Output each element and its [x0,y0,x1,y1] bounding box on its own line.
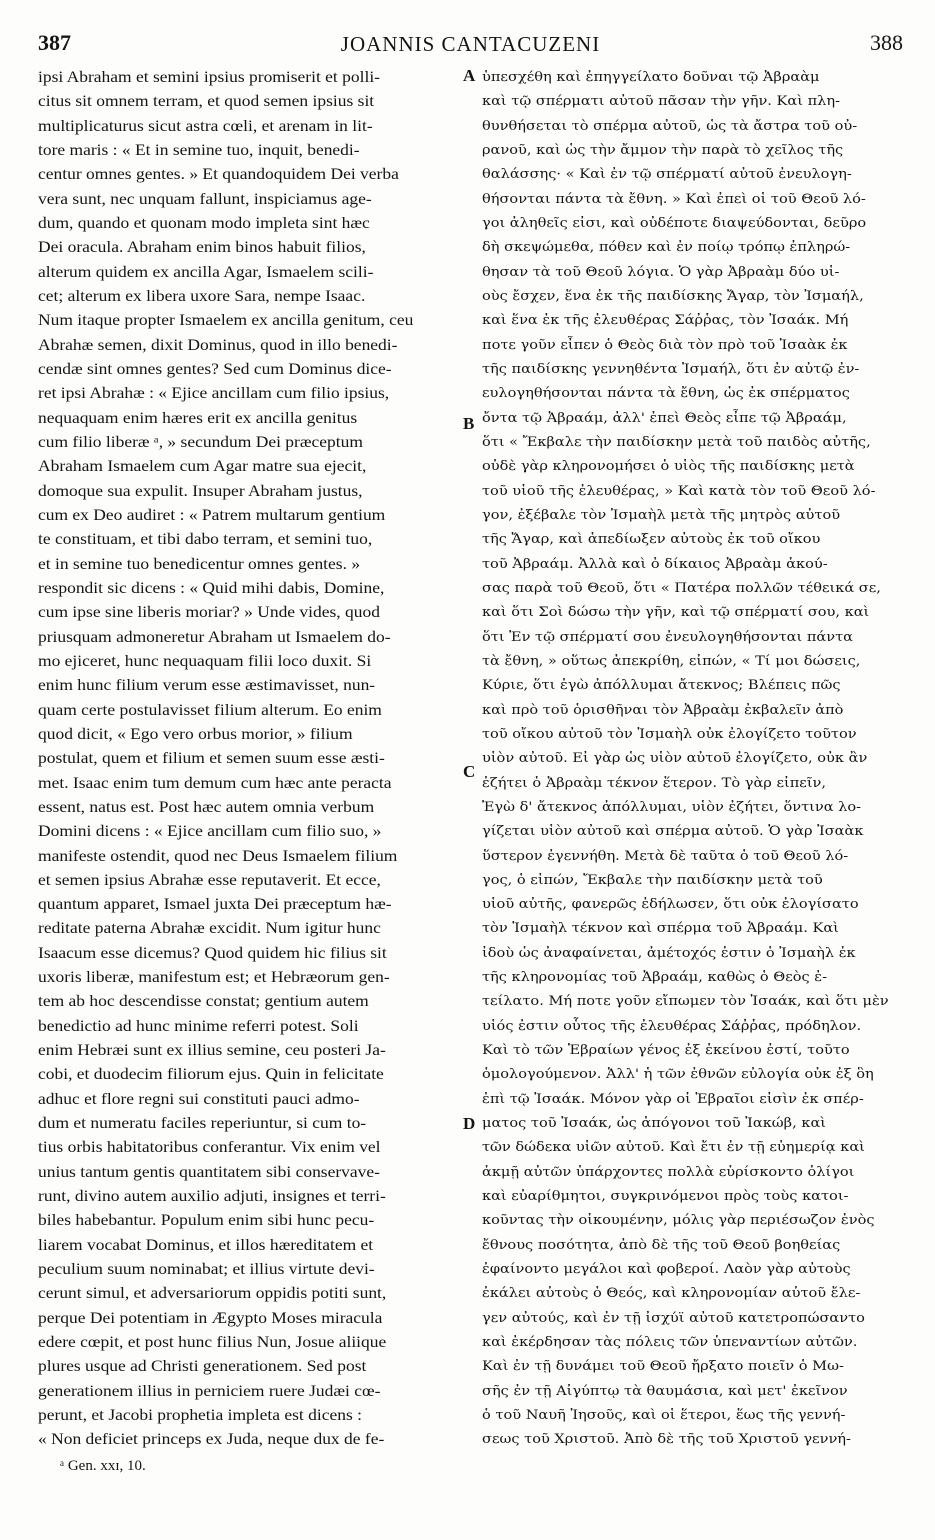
latin-text-line: met. Isaac enim tum demum cum hæc ante peracta [38,774,392,792]
latin-text-line: vera sunt, nec unquam fallunt, inspiciamus age- [38,190,372,208]
latin-text-line: cum ex Deo audiret : « Patrem multarum gentium [38,506,386,524]
latin-text-line: uxoris liberæ, manifestum est; et Hebræorum gen- [38,969,390,987]
greek-text-line: γον, ἐξέβαλε τὸν Ἰσμαὴλ μετὰ τῆς μητρὸς αὐτοῦ [482,507,841,523]
latin-text-line: cum filio liberæ ᵃ, » secundum Dei præceptum [38,433,363,451]
greek-text-line: ἔθνους ποσότητα, ἀπὸ δὲ τῆς τοῦ Θεοῦ βοηθείας [482,1237,841,1253]
latin-text-line: cum ipse sine liberis moriar? » Unde vides, quod [38,604,380,622]
greek-text-line: ἐπὶ τῷ Ἰσαάκ. Μόνον γὰρ οἱ Ἑβραῖοι εἰσὶν ἐκ σπέρ- [482,1091,864,1107]
marker-b: B [463,414,475,433]
latin-text-line: unius tantum gentis quantitatem sibi conservave- [38,1163,380,1181]
latin-text-line: postulat, quem et filium et semen suum esse æsti- [38,750,385,768]
greek-text-line: τείλατο. Μή ποτε γοῦν εἴπωμεν τὸν Ἰσαάκ, καὶ ὅτι μὲν [482,994,889,1010]
greek-text-line: Καὶ τὸ τῶν Ἑβραίων γένος ἐξ ἐκείνου ἐστί, τοῦτο [482,1043,850,1059]
latin-text-line: quod dicit, « Ego vero orbus morior, » filium [38,725,353,743]
greek-text-line: δὴ σκεψώμεθα, πόθεν καὶ ἐν ποίῳ τρόπῳ ἐπληρώ- [482,240,851,256]
greek-text-line: ἐκάλει αὐτοὺς ὁ Θεός, καὶ κληρονομίαν αὐτοῦ ἔλε- [482,1286,861,1302]
latin-text-line: peculium suum nominabat; et illius virtute devi- [38,1261,375,1279]
greek-text-line: τῆς Ἄγαρ, καὶ ἀπεδίωξεν αὐτοὺς ἐκ τοῦ οἴκου [482,532,821,548]
greek-text-line: καὶ ἐκέρδησαν τὰς πόλεις τῶν ὑπεναντίων αὐτῶν. [482,1335,858,1351]
greek-text-line: ἀκμῇ αὐτῶν ὑπάρχοντες πολλὰ εὑρίσκοντο ὀλίγοι [482,1164,855,1180]
marker-a: A [463,66,476,85]
latin-text-line: quantum apparet, Ismael juxta Dei præceptum hæ- [38,896,392,914]
latin-text-line: reditate paterna Abrahæ excidit. Num igitur hunc [38,920,381,938]
greek-text-line: θησαν τὰ τοῦ Θεοῦ λόγια. Ὁ γὰρ Ἀβραὰμ δύο υἱ- [482,264,840,280]
greek-text-line: καὶ ὅτι Σοὶ δώσω τὴν γῆν, καὶ τῷ σπέρματί σου, καὶ [482,605,870,621]
greek-text-line: υἱός ἐστιν οὗτος τῆς ἐλευθέρας Σάῤῥας, πρόδηλον. [482,1018,862,1034]
latin-text-line: enim hunc filium verum esse æstimavisset, nun- [38,677,376,695]
latin-text-line: et semen ipsius Abrahæ esse reputaverit. Et ecce, [38,871,381,889]
greek-text-line: Ἐγὼ δ' ἄτεκνος ἀπόλλυμαι, υἱὸν ἐζήτει, ὅντινα λο- [482,799,862,815]
running-title: JOANNIS CANTACUZENI [340,32,601,56]
latin-text-line: runt, divino autem auxilio adjuti, insignes et terri- [38,1188,386,1206]
latin-text-line: generationem illius in perniciem ruere Judæi cœ- [38,1382,381,1400]
latin-text-line: Num itaque propter Ismaelem ex ancilla genitum, ceu [38,312,414,330]
latin-text-line: tem ab hoc descendisse constat; gentium autem [38,993,369,1011]
latin-text-line: perunt, et Jacobi prophetia impleta est dicens : [38,1407,362,1425]
greek-text-line: τῶν δώδεκα υἱῶν αὐτοῦ. Καὶ ἔτι ἐν τῇ εὐημερίᾳ καὶ [482,1140,865,1156]
latin-text-line: respondit sic dicens : « Quid mihi dabis, Domine, [38,579,385,597]
latin-text-line: Abrahæ semen, dixit Dominus, quod in illo benedi- [38,336,398,354]
greek-text-line: υἱοῦ αὐτῆς, φανερῶς ἐδήλωσεν, ὅτι οὐκ ἐλογίσατο [482,897,859,913]
greek-text-line: υἱὸν αὐτοῦ. Εἰ γὰρ ὡς υἱὸν αὐτοῦ ἐλογίζετο, οὐκ ἂν [482,751,868,767]
greek-text-line: ευλογηθήσονται πάντα τὰ ἔθνη, ὡς ἐκ σπέρματος [482,386,850,402]
latin-text-line: cobi, et duodecim filiorum ejus. Quin in felicitate [38,1066,384,1084]
latin-text-line: cerunt simul, et adversariorum oppidis potiti sunt, [38,1285,387,1303]
greek-text-line: τὰ ἔθνη, » οὕτως ἀπεκρίθη, εἰπών, « Τί μοι δώσεις, [482,653,861,669]
latin-text-line: essent, natus est. Post hæc autem omnia verbum [38,798,375,816]
greek-text-line: ἐζήτει ὁ Ἀβραὰμ τέκνον ἕτερον. Τὸ γὰρ εἰπεῖν, [482,775,827,791]
marker-d: D [463,1114,476,1133]
greek-text-line: οὺς ἔσχεν, ἕνα ἐκ τῆς παιδίσκης Ἄγαρ, τὸν Ἰσμαήλ, [482,288,864,304]
latin-text-line: enim Hebræi sunt ex illius semine, ceu posteri Ja- [38,1042,386,1060]
greek-text-line: γίζεται υἱὸν αὐτοῦ καὶ σπέρμα αὐτοῦ. Ὁ γὰρ Ἰσαὰκ [482,824,864,840]
greek-text-line: ρανοῦ, καὶ ὡς τὴν ἄμμον τὴν παρὰ τὸ χεῖλος τῆς [482,142,844,158]
latin-text-line: priusquam admoneretur Abraham ut Ismaelem do- [38,628,391,646]
latin-text-line: cendæ sint omnes gentes? Sed cum Dominus dice- [38,360,392,378]
latin-text-line: biles habebantur. Populum enim sibi hunc pecu- [38,1212,375,1230]
latin-text-line: te constituam, et tibi dabo terram, et semini tuo, [38,531,373,549]
greek-text-line: Κύριε, ὅτι ἐγὼ ἀπόλλυμαι ἄτεκνος; Βλέπεις πῶς [482,678,841,694]
marker-c: C [463,762,476,781]
greek-text-line: γος, ὁ εἰπών, Ἔκβαλε τὴν παιδίσκην μετὰ τοῦ [482,872,823,888]
latin-text-line: nequaquam enim hæres erit ex ancilla genitus [38,409,358,427]
latin-text-line: perque Dei potentiam in Ægypto Moses miracula [38,1309,383,1327]
greek-text-line: καὶ εὐαρίθμητοι, συγκρινόμενοι πρὸς τοὺς κατοι- [482,1189,849,1205]
latin-text-line: dum, quando et quonam modo impleta sint hæc [38,214,370,232]
latin-text-line: quam certe postulavisset filium alterum. Eo enim [38,701,382,719]
latin-text-line: tius orbis habitatoribus conferantur. Vix enim vel [38,1139,381,1157]
greek-text-line: γεν αὐτούς, καὶ ἐν τῇ ἰσχύϊ αὐτοῦ κατετροπώσαντο [482,1310,865,1326]
greek-text-line: γοι ἀληθεῖς εἰσι, καὶ οὐδέποτε διαψεύδονται, δεῦρο [482,215,867,231]
greek-text-line: σῆς ἐν τῇ Αἰγύπτῳ τὰ θαυμάσια, καὶ μετ' ἐκεῖνον [482,1383,848,1399]
latin-text-line: alterum quidem ex ancilla Agar, Ismaelem scili- [38,263,374,281]
latin-text-line: Dei oracula. Abraham enim binos habuit filios, [38,239,366,257]
latin-text-line: tore maris : « Et in semine tuo, inquit, benedi- [38,141,360,159]
greek-text-line: καὶ τῷ σπέρματι αὐτοῦ πᾶσαν τὴν γῆν. Καὶ πλη- [482,94,841,110]
latin-text-line: cet; alterum ex libera uxore Sara, nempe Isaac. [38,287,366,305]
latin-text-line: citus sit omnem terram, et quod semen ipsius sit [38,93,375,111]
greek-text-line: τοῦ υἱοῦ τῆς ἐλευθέρας, » Καὶ κατὰ τὸν τοῦ Θεοῦ λό- [482,483,876,499]
latin-text-line: adhuc et flore regni sui constituti pauci admo- [38,1090,360,1108]
greek-text-line: καὶ ἕνα ἐκ τῆς ἐλευθέρας Σάῤῥας, τὸν Ἰσαάκ. Μή [482,313,849,329]
greek-column [482,66,907,1453]
running-header [38,30,903,64]
latin-text-line: ret ipsi Abrahæ : « Ejice ancillam cum filio ipsius, [38,385,390,403]
greek-text-line: οὐδὲ γὰρ κληρονομήσει ὁ υἱὸς τῆς παιδίσκης μετὰ [482,459,855,475]
latin-text-line: domoque sua expulit. Insuper Abraham justus, [38,482,363,500]
latin-text-line: et in semine tuo benedicentur omnes gentes. » [38,555,361,573]
greek-text-line: ἰδοὺ ὡς ἀναφαίνεται, ἀμέτοχός ἐστιν ὁ Ἰσμαὴλ ἐκ [482,945,856,961]
right-page-number: 388 [870,30,903,55]
greek-text-line: ὑπεσχέθη καὶ ἐπηγγείλατο δοῦναι τῷ Ἀβραὰμ [482,70,820,85]
greek-text-line: θυνθήσεται τὸ σπέρμα αὐτοῦ, ὡς τὰ ἄστρα τοῦ οὐ- [482,118,858,134]
latin-text-line: manifeste ostendit, quod nec Deus Ismaelem filium [38,847,398,865]
greek-text-line: ποτε γοῦν εἶπεν ὁ Θεὸς διὰ τὸν πρὸ τοῦ Ἰσαὰκ ἐκ [482,337,848,353]
greek-text-line: ματος τοῦ Ἰσαάκ, ὡς ἀπόγονοι τοῦ Ἰακώβ, καὶ [482,1116,826,1132]
greek-text-line: θήσονται πάντα τὰ ἔθνη. » Καὶ ἐπεὶ οἱ τοῦ Θεοῦ λό- [482,191,866,207]
greek-text-line: τοῦ Ἀβραάμ. Ἀλλὰ καὶ ὁ δίκαιος Ἀβραὰμ ἀκού- [482,556,828,572]
latin-text-line: edere cœpit, et post hunc filius Nun, Josue aliique [38,1334,387,1352]
greek-text-line: ὅτι Ἐν τῷ σπέρματί σου ἐνευλογηθήσονται πάντα [482,629,853,645]
greek-text-line: καὶ πρὸ τοῦ ὁρισθῆναι τὸν Ἀβραὰμ ἐκβαλεῖν ἀπὸ [482,702,844,718]
greek-text-line: ἐφαίνοντο μεγάλοι καὶ φοβεροί. Λαὸν γὰρ αὐτοὺς [482,1262,851,1278]
greek-text-line: Καὶ ἐν τῇ δυνάμει τοῦ Θεοῦ ἤρξατο ποιεῖν ὁ Μω- [482,1359,844,1375]
greek-text-line: ὕστερον ἐγεννήθη. Μετὰ δὲ ταῦτα ὁ τοῦ Θεοῦ λό- [482,848,849,864]
greek-text-line: ὄντα τῷ Ἀβραάμ, ἀλλ' ἐπεὶ Θεὸς εἶπε τῷ Ἀβραάμ, [482,410,847,426]
latin-text-line: ipsi Abraham et semini ipsius promiserit et polli- [38,69,380,86]
footnote: ᵃ Gen. xxɪ, 10. [60,1458,146,1474]
greek-text-line: τῆς παιδίσκης γεννηθέντα Ἰσμαήλ, ὅτι ἐν αὐτῷ ἐν- [482,361,860,377]
latin-text-line: mo ejiceret, hunc nequaquam filii loco duxit. Si [38,652,372,670]
latin-text-line: Abraham Ismaelem cum Agar matre sua ejecit, [38,458,367,476]
greek-text-line: τὸν Ἰσμαὴλ τέκνον καὶ σπέρμα τοῦ Ἀβραάμ. Καὶ [482,921,839,937]
latin-text-line: « Non deficiet princeps ex Juda, neque dux de fe- [38,1431,385,1449]
greek-text-line: τῆς κληρονομίας τοῦ Ἀβραάμ, καθὼς ὁ Θεὸς ἐ- [482,970,828,986]
left-page-number: 387 [38,30,71,55]
latin-text-line: Domini dicens : « Ejice ancillam cum filio suo, » [38,823,382,841]
latin-text-line: benedictio ad hunc minime referri potest. Soli [38,1017,359,1035]
latin-text-line: centur omnes gentes. » Et quandoquidem Dei verba [38,166,399,184]
greek-text-line: ὁ τοῦ Ναυῆ Ἰησοῦς, καὶ οἱ ἕτεροι, ἕως τῆς γεννή- [482,1408,846,1424]
greek-text-line: κοῦντας τὴν οἰκουμένην, μόλις γὰρ περιέσωζον ἑνὸς [482,1213,875,1229]
greek-text-line: θαλάσσης· « Καὶ ἐν τῷ σπέρματί αὐτοῦ ἐνευλογη- [482,167,852,183]
latin-text-line: plures usque ad Christi generationem. Sed post [38,1358,367,1376]
greek-text-line: τοῦ οἴκου αὐτοῦ τὸν Ἰσμαὴλ οὐκ ἐλογίζετο τοῦτον [482,726,857,742]
greek-text-line: ὁμολογούμενον. Ἀλλ' ἡ τῶν ἐθνῶν εὐλογία οὐκ ἐξ ὃη [482,1067,874,1083]
margin-markers [461,66,481,1466]
greek-text-line: ὅτι « Ἔκβαλε τὴν παιδίσκην μετὰ τοῦ παιδὸς αὐτῆς, [482,434,871,450]
latin-text-line: liarem vocabat Dominus, et illos hæreditatem et [38,1236,374,1254]
latin-text-line: multiplicaturus sicut astra cœli, et arenam in lit- [38,117,373,135]
greek-text-line: σεως τοῦ Χριστοῦ. Ἀπὸ δὲ τῆς τοῦ Χριστοῦ γεννή- [482,1432,851,1448]
latin-column [38,66,460,1453]
greek-text-line: σας παρὰ τοῦ Θεοῦ, ὅτι « Πατέρα πολλῶν τέθεικά σε, [482,580,881,596]
latin-text-line: Isaacum esse dicemus? Quod quidem hic filius sit [38,944,387,962]
latin-text-line: dum et numeratu faciles reperiuntur, si cum to- [38,1115,367,1133]
